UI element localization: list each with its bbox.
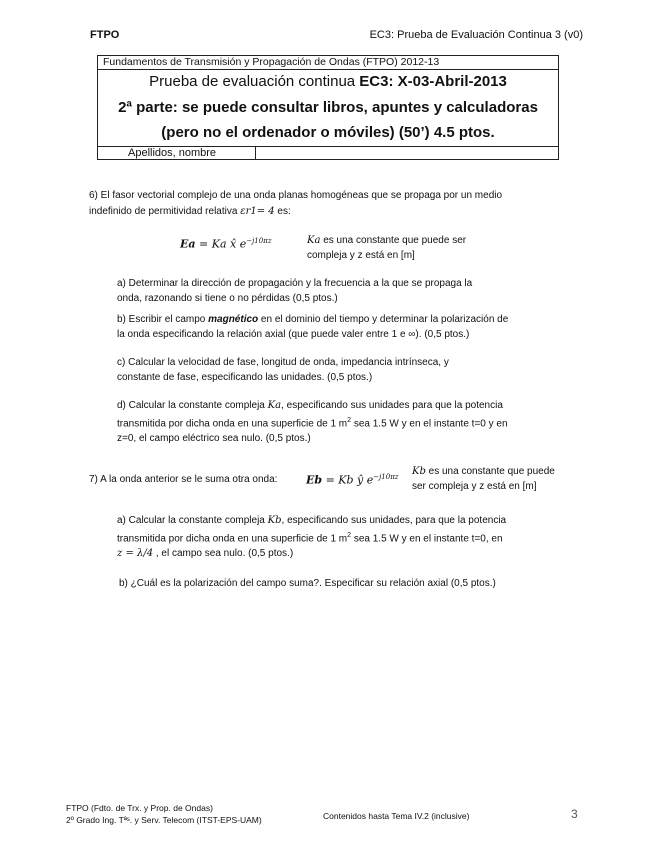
q7-eq-lhs: Eb	[306, 473, 323, 487]
q7-note-line1: es una constante que puede	[425, 466, 555, 477]
q6-d-line2-pre: transmitida por dicha onda en una superficie de 1 m	[117, 418, 348, 430]
q6-d-line3: z=0, el campo eléctrico sea nulo. (0,5 ptos.)	[117, 433, 311, 445]
q7-b: b) ¿Cuál es la polarización del campo suma?. Especificar su relación axial (0,5 ptos.)	[119, 578, 496, 589]
q6-c	[117, 355, 449, 385]
q6-d-var: Ka	[267, 400, 282, 411]
q7-eq-exp: −j10πz	[373, 473, 399, 481]
name-row	[98, 146, 558, 160]
exam-title-bold: EC3: X-03-Abril-2013	[359, 73, 507, 90]
q6-a	[117, 276, 472, 306]
q7-a-post: , especificando sus unidades, para que la potencia	[281, 515, 507, 526]
exam-title	[98, 73, 558, 90]
q7-eq-rhs: = Kb ŷ e	[322, 473, 374, 487]
name-field[interactable]	[256, 147, 558, 160]
q7-a-math: z = λ/4	[117, 548, 154, 560]
q6-d-sup: 2	[347, 417, 352, 424]
q7-a	[117, 513, 506, 561]
q6-b-line2: la onda especificando la relación axial (que puede valer entre 1 e ∞). (0,5 ptos.)	[117, 329, 470, 340]
q6-d	[117, 398, 508, 446]
q6-a-line2: onda, razonando si tiene o no pérdidas (0,5 ptos.)	[117, 293, 338, 304]
q6-intro-line2	[89, 204, 291, 219]
q6-note-line2: compleja y z está en [m]	[307, 250, 415, 261]
q6-b-em: magnético	[208, 314, 259, 325]
q7-a-line3-post: , el campo sea nulo. (0,5 ptos.)	[153, 548, 294, 560]
q6-epsilon: εr1= 4	[240, 206, 275, 217]
q7-intro: 7) A la onda anterior se le suma otra onda:	[89, 474, 278, 485]
course-name: Fundamentos de Transmisión y Propagación de Ondas (FTPO) 2012-13	[98, 56, 558, 70]
name-label: Apellidos, nombre	[98, 147, 256, 160]
q6-b	[117, 312, 508, 342]
q6-intro-line1: 6) El fasor vectorial complejo de una onda planas homogéneas que se propaga por un medio	[89, 190, 503, 201]
q7-a-var: Kb	[267, 515, 282, 526]
q6-b-post: en el dominio del tiempo y determinar la polarización de	[258, 314, 509, 325]
q6-equation	[180, 237, 271, 251]
q6-eq-exp: −j10πz	[246, 237, 272, 245]
q6-d-post: , especificando sus unidades para que la potencia	[281, 400, 503, 411]
exam-note: (pero no el ordenador o móviles) (50’) 4.5 ptos.	[161, 124, 495, 141]
footer-center: Contenidos hasta Tema IV.2 (inclusive)	[323, 811, 470, 821]
q7-note-var: Kb	[412, 466, 426, 477]
q6-eq-lhs: Ea	[180, 237, 196, 251]
q6-c-line2: constante de fase, especificando las unidades. (0,5 ptos.)	[117, 372, 373, 383]
q6-eq-rhs: = Ka x̂ e	[195, 237, 247, 251]
q6-intro-end: es:	[274, 206, 291, 217]
q6-d-line2-post: sea 1.5 W y en el instante t=0 y en	[351, 418, 508, 430]
q6-note	[307, 233, 466, 263]
q6-intro-text: indefinido de permitividad relativa	[89, 206, 241, 217]
q6-a-line1: a) Determinar la dirección de propagación y la frecuencia a la que se propaga la	[117, 278, 473, 289]
q7-note	[412, 464, 555, 494]
footer-left-line1: FTPO (Fdto. de Trx. y Prop. de Ondas)	[66, 803, 213, 813]
header-right: EC3: Prueba de Evaluación Continua 3 (v0)	[369, 29, 583, 41]
q6-note-var: Ka	[307, 235, 321, 246]
exam-title-prefix: Prueba de evaluación continua	[149, 73, 360, 90]
header-left: FTPO	[90, 29, 120, 41]
q6-d-pre: d) Calcular la constante compleja	[117, 400, 268, 411]
title-box	[97, 55, 559, 160]
exam-part: 2ª parte: se puede consultar libros, apuntes y calculadoras	[118, 99, 538, 116]
q7-a-pre: a) Calcular la constante compleja	[117, 515, 268, 526]
q7-a-line2-pre: transmitida por dicha onda en una superficie de 1 m	[117, 533, 348, 545]
q6-b-pre: b) Escribir el campo	[117, 314, 209, 325]
q7-a-sup: 2	[347, 532, 352, 539]
q7-equation	[306, 473, 399, 487]
footer-left	[66, 802, 262, 826]
footer-left-line2: 2º Grado Ing. Tªˢ. y Serv. Telecom (ITST-EPS-UAM)	[66, 815, 262, 825]
q7-a-line2-post: sea 1.5 W y en el instante t=0, en	[351, 533, 503, 545]
q6-c-line1: c) Calcular la velocidad de fase, longitud de onda, impedancia intrínseca, y	[117, 357, 449, 368]
page-number: 3	[571, 807, 578, 821]
q6-note-line1: es una constante que puede ser	[320, 235, 467, 246]
q7-note-line2: ser compleja y z está en [m]	[412, 481, 537, 492]
